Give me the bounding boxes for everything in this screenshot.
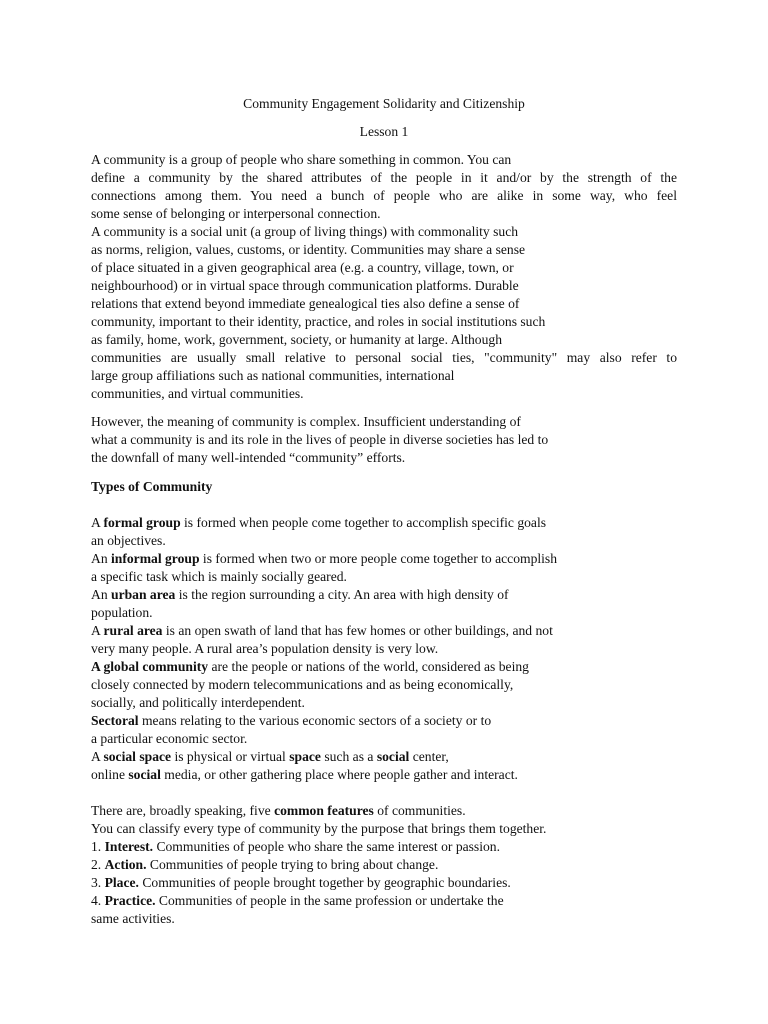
formal-group-continuation: an objectives. — [91, 533, 166, 548]
features-classify: You can classify every type of community by the purpose that brings them together. — [91, 821, 547, 836]
intro-line: relations that extend beyond immediate genealogical ties also define a sense of — [91, 296, 520, 311]
intro-line: large group affiliations such as national communities, international — [91, 368, 455, 383]
features-section — [91, 802, 677, 928]
feature-item-continuation: same activities. — [91, 911, 175, 926]
intro-line: some sense of belonging or interpersonal connection. — [91, 206, 381, 221]
rural-area-continuation: very many people. A rural area’s population density is very low. — [91, 641, 439, 656]
intro-line: communities, and virtual communities. — [91, 386, 304, 401]
global-community-definition: A global community are the people or nations of the world, considered as being — [91, 659, 529, 674]
intro-line: of place situated in a given geographical area (e.g. a country, village, town, or — [91, 260, 514, 275]
social-space-definition: A social space is physical or virtual space such as a social center, — [91, 749, 449, 764]
common-features-term: common features — [274, 803, 374, 818]
rural-area-term: rural area — [103, 623, 163, 638]
feature-term: Place. — [104, 875, 139, 890]
urban-area-definition: An urban area is the region surrounding a city. An area with high density of — [91, 587, 509, 602]
features-intro: There are, broadly speaking, five common features of communities. — [91, 803, 466, 818]
intro-line: as family, home, work, government, society, or humanity at large. Although — [91, 332, 502, 347]
intro-paragraph — [91, 151, 677, 403]
types-list — [91, 514, 677, 784]
intro-line: connections among them. You need a bunch of people who are alike in some way, who feel — [91, 188, 677, 203]
complexity-paragraph — [91, 413, 677, 467]
urban-area-continuation: population. — [91, 605, 153, 620]
document-body — [91, 95, 677, 928]
feature-term: Practice. — [104, 893, 156, 908]
feature-item: 4. Practice. Communities of people in the same profession or undertake the — [91, 893, 504, 908]
feature-term: Action. — [104, 857, 147, 872]
sectoral-continuation: a particular economic sector. — [91, 731, 248, 746]
complexity-line: However, the meaning of community is complex. Insufficient understanding of — [91, 414, 521, 429]
feature-item: 2. Action. Communities of people trying to bring about change. — [91, 857, 439, 872]
document-title: Community Engagement Solidarity and Citizenship — [243, 96, 525, 111]
urban-area-term: urban area — [111, 587, 176, 602]
global-community-term: A global community — [91, 659, 209, 674]
intro-line: neighbourhood) or in virtual space through communication platforms. Durable — [91, 278, 519, 293]
intro-line: communities are usually small relative to personal social ties, "community" may also refer to — [91, 350, 677, 365]
formal-group-term: formal group — [103, 515, 181, 530]
global-community-continuation: socially, and politically interdependent. — [91, 695, 305, 710]
informal-group-definition: An informal group is formed when two or more people come together to accomplish — [91, 551, 558, 566]
complexity-line: what a community is and its role in the lives of people in diverse societies has led to — [91, 432, 549, 447]
social-space-continuation: online social media, or other gathering place where people gather and interact. — [91, 767, 518, 782]
intro-line: A community is a group of people who share something in common. You can — [91, 152, 512, 167]
informal-group-continuation: a specific task which is mainly socially geared. — [91, 569, 347, 584]
feature-term: Interest. — [104, 839, 154, 854]
complexity-line: the downfall of many well-intended “community” efforts. — [91, 450, 406, 465]
intro-line: as norms, religion, values, customs, or identity. Communities may share a sense — [91, 242, 526, 257]
global-community-continuation: closely connected by modern telecommunications and as being economically, — [91, 677, 514, 692]
intro-line: define a community by the shared attributes of the people in it and/or by the strength of the — [91, 170, 677, 185]
social-space-term: social space — [103, 749, 172, 764]
informal-group-term: informal group — [111, 551, 200, 566]
feature-item: 3. Place. Communities of people brought together by geographic boundaries. — [91, 875, 511, 890]
formal-group-definition: A formal group is formed when people come together to accomplish specific goals — [91, 515, 547, 530]
rural-area-definition: A rural area is an open swath of land that has few homes or other buildings, and not — [91, 623, 553, 638]
sectoral-definition: Sectoral means relating to the various economic sectors of a society or to — [91, 713, 492, 728]
feature-item: 1. Interest. Communities of people who share the same interest or passion. — [91, 839, 500, 854]
intro-line: community, important to their identity, practice, and roles in social institutions such — [91, 314, 546, 329]
types-heading: Types of Community — [91, 479, 213, 494]
intro-line: A community is a social unit (a group of living things) with commonality such — [91, 224, 519, 239]
sectoral-term: Sectoral — [91, 713, 139, 728]
lesson-label: Lesson 1 — [359, 124, 409, 139]
